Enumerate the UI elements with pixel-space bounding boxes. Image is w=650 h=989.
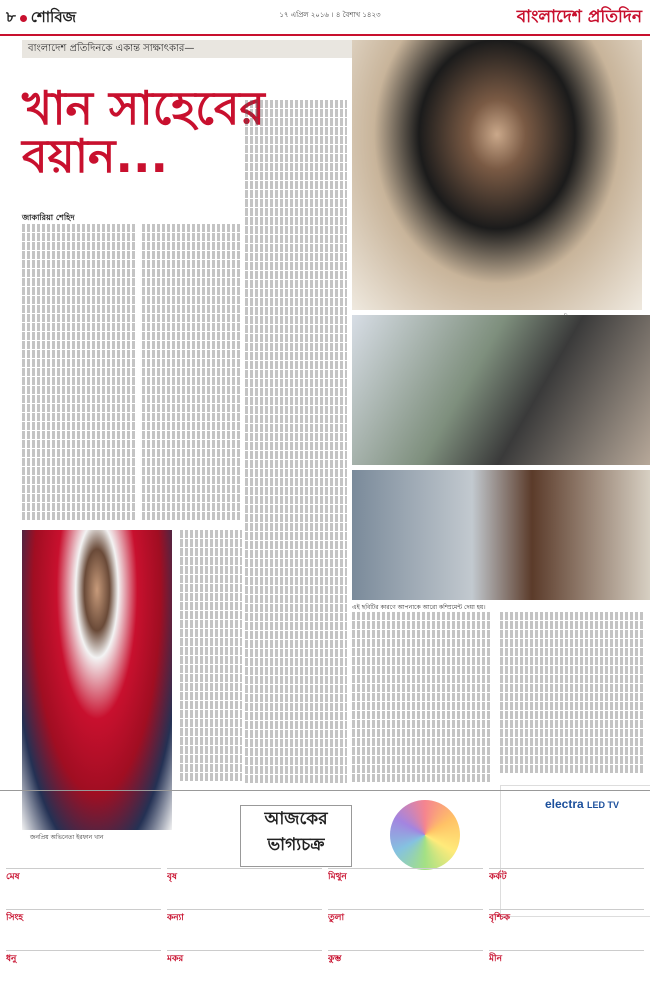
scene-caption: এই ছবিটির কারণে আপনাকে আরো কম্প্রিমেন্ট দেয়া হয়। — [352, 604, 486, 611]
horoscope-grid — [0, 868, 650, 989]
body-column-6 — [500, 612, 645, 782]
body-column-3 — [245, 100, 347, 790]
sign-capricorn — [167, 950, 322, 989]
sign-virgo — [167, 909, 322, 948]
sign-gemini — [328, 868, 483, 907]
sign-sagittarius — [6, 950, 161, 989]
scene-photo-2 — [352, 470, 650, 600]
section-name: শোবিজ — [30, 8, 77, 26]
horoscope-subtitle: ভাগ্যচক্র — [267, 835, 325, 855]
sign-label: তুলা — [328, 913, 345, 923]
horoscope-title-box — [240, 805, 352, 867]
masthead: বাংলাদেশ প্রতিদিন — [516, 7, 642, 27]
ad-brand: electra — [545, 797, 584, 811]
scene-photo-1 — [352, 315, 650, 465]
sign-cancer — [489, 868, 644, 907]
sign-label: মকর — [167, 954, 184, 964]
portrait-photo — [22, 530, 172, 830]
headline-line-1: খান সাহেবের — [22, 81, 265, 135]
byline: জাকারিয়া শেহিদ — [22, 213, 75, 222]
sign-label: কুম্ভ — [328, 954, 342, 964]
sign-leo — [6, 909, 161, 948]
sign-aries — [6, 868, 161, 907]
horoscope-title: আজকের — [264, 809, 328, 829]
sign-aquarius — [328, 950, 483, 989]
sign-scorpio — [489, 909, 644, 948]
headline — [22, 81, 265, 183]
page-number-value: ৮ — [6, 8, 16, 26]
sign-label: মিথুন — [328, 872, 347, 882]
body-column-2 — [142, 224, 242, 524]
sign-label: কন্যা — [167, 913, 184, 923]
body-column-5 — [352, 612, 492, 787]
sign-label: সিংহ — [6, 913, 24, 923]
sign-taurus — [167, 868, 322, 907]
page-number — [6, 6, 76, 31]
body-column-1 — [22, 224, 137, 524]
sign-pisces — [489, 950, 644, 989]
issue-date: ১৭ এপ্রিল ২০১৬ । ৪ বৈশাখ ১৪২৩ — [279, 11, 381, 19]
sign-label: কর্কট — [489, 872, 507, 882]
sign-libra — [328, 909, 483, 948]
body-column-4 — [180, 530, 242, 785]
portrait-caption: জনপ্রিয় অভিনেতা ইরফান খান — [30, 834, 104, 841]
sign-label: মীন — [489, 954, 502, 964]
sign-label: বৃষ — [167, 872, 177, 882]
dot-icon — [20, 15, 27, 22]
ad-sub: LED TV — [587, 800, 620, 810]
sign-label: বৃশ্চিক — [489, 913, 511, 923]
sign-label: মেষ — [6, 872, 20, 882]
zodiac-wheel-icon — [390, 800, 460, 870]
main-photo — [352, 40, 642, 310]
headline-line-2: বয়ান... — [22, 129, 168, 183]
kicker: বাংলাদেশ প্রতিদিনকে একান্ত সাক্ষাৎকার— — [22, 40, 632, 58]
sign-label: ধনু — [6, 954, 17, 964]
